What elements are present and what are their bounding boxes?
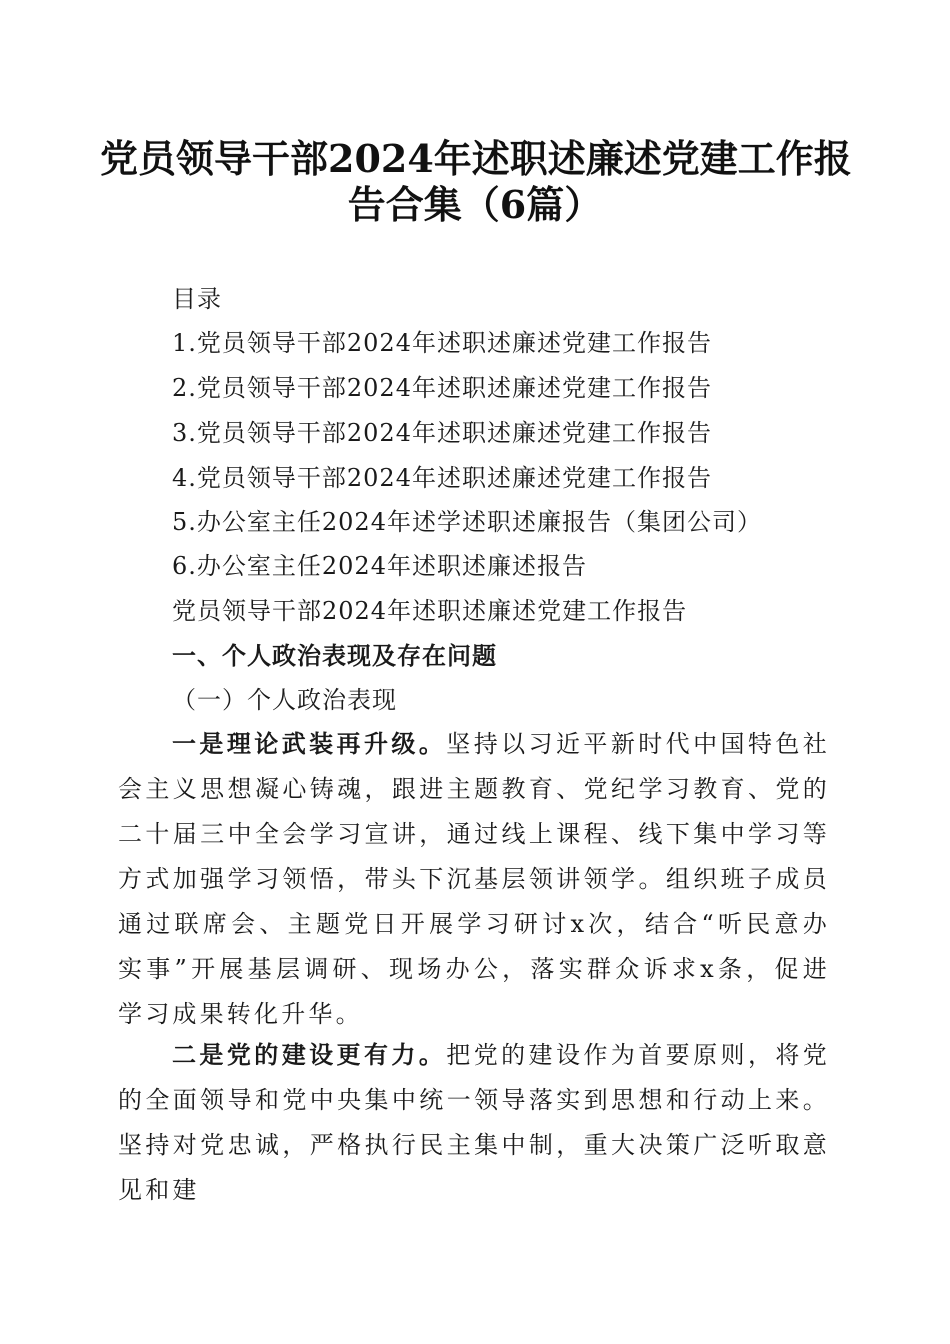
paragraph-1-lead: 一是理论武装再升级。 bbox=[172, 730, 447, 758]
paragraph-1 bbox=[118, 722, 830, 1037]
toc-item-5: 5.办公室主任2024年述学述职述廉报告（集团公司） bbox=[172, 508, 762, 536]
title-line-2: 告合集（6篇） bbox=[347, 182, 603, 227]
toc-item-2: 2.党员领导干部2024年述职述廉述党建工作报告 bbox=[172, 374, 712, 402]
paragraph-2-body: 把党的建设作为首要原则，将党的全面领导和党中央集中统一领导落实到思想和行动上来。坚持对党忠诚，严格执行民主集中制，重大决策广泛听取意见和建 bbox=[118, 1041, 830, 1204]
toc-item-6: 6.办公室主任2024年述职述廉述报告 bbox=[172, 552, 587, 580]
article-title: 党员领导干部2024年述职述廉述党建工作报告 bbox=[172, 597, 688, 625]
paragraph-2 bbox=[118, 1033, 830, 1213]
title-line-1: 党员领导干部2024年述职述廉述党建工作报 bbox=[100, 136, 852, 181]
document-title bbox=[100, 136, 850, 228]
paragraph-1-body: 坚持以习近平新时代中国特色社会主义思想凝心铸魂，跟进主题教育、党纪学习教育、党的二十届三中全会学习宣讲，通过线上课程、线下集中学习等方式加强学习领悟，带头下沉基层领讲领学。组织班子成员通过联席会、主题党日开展学习研讨x次，结合“听民意办实事”开展基层调研、现场办公，落实群众诉求x条，促进学习成果转化升华。 bbox=[118, 730, 830, 1028]
paragraph-2-lead: 二是党的建设更有力。 bbox=[172, 1041, 447, 1069]
subsection-heading: （一）个人政治表现 bbox=[172, 686, 397, 714]
toc-item-1: 1.党员领导干部2024年述职述廉述党建工作报告 bbox=[172, 329, 712, 357]
toc-item-4: 4.党员领导干部2024年述职述廉述党建工作报告 bbox=[172, 464, 712, 492]
toc-item-3: 3.党员领导干部2024年述职述廉述党建工作报告 bbox=[172, 419, 712, 447]
section-heading: 一、个人政治表现及存在问题 bbox=[172, 642, 497, 670]
toc-heading: 目录 bbox=[172, 285, 222, 313]
